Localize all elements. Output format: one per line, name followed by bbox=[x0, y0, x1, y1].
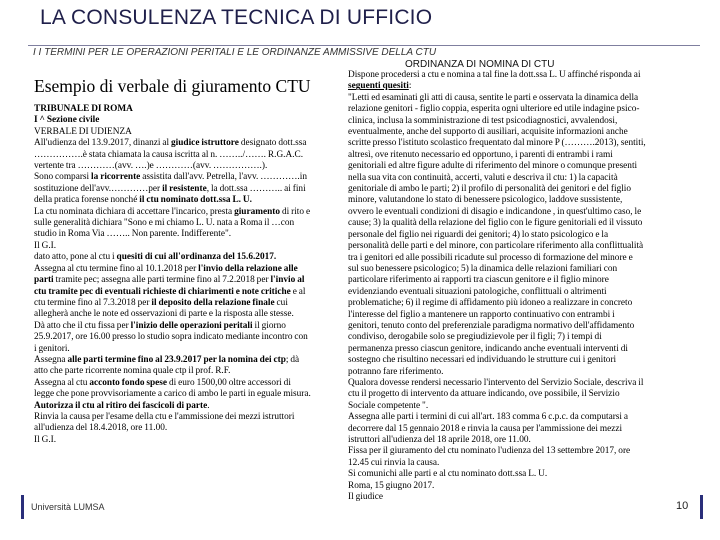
text-line bbox=[34, 435, 336, 446]
text-segment: relazione genitori - figlio coppia, esperita ogni ulteriore ed utile indagine psico- bbox=[348, 104, 640, 115]
text-line bbox=[34, 127, 336, 138]
text-line bbox=[348, 321, 693, 332]
text-segment: cause; 3) la qualità della relazione del figlio con le figure genitoriali ed il vissuto bbox=[348, 218, 643, 229]
text-segment: Assegna al ctu bbox=[34, 377, 90, 388]
text-line bbox=[348, 424, 693, 435]
text-segment: designato dott.ssa bbox=[238, 138, 307, 149]
text-line bbox=[348, 195, 693, 206]
title-divider bbox=[28, 45, 700, 46]
text-segment: studio in Roma Via …….. Non parente. Indifferente". bbox=[34, 229, 232, 240]
left-column-heading: Esempio di verbale di giuramento CTU bbox=[34, 76, 311, 96]
text-segment: tra i genitori ed alle possibili ricadute sul processo di formazione del minore e bbox=[348, 252, 633, 263]
text-line bbox=[34, 275, 336, 286]
text-segment: legge che pone provvisoriamente a carico di ambo le parti in eguale misura. bbox=[34, 389, 311, 400]
text-segment: eventualmente, anche del supporto di ausiliari, acquisite informazioni anche bbox=[348, 127, 628, 138]
text-segment: ctu termine fino al 7.3.2018 per bbox=[34, 297, 152, 308]
text-segment: ctu tramite pec di eventuali richieste di chiarimenti e note critiche bbox=[34, 286, 291, 297]
text-segment: l'invio della relazione alle bbox=[198, 263, 298, 274]
text-line bbox=[348, 104, 693, 115]
text-line bbox=[34, 412, 336, 423]
text-segment: all'udienza del 18.4.2018, ore 11.00. bbox=[34, 423, 168, 434]
text-line bbox=[348, 275, 693, 286]
text-segment: I ^ Sezione civile bbox=[34, 115, 100, 126]
text-segment: , la dott.ssa ……….. ai fini bbox=[206, 183, 306, 194]
text-line bbox=[34, 332, 336, 343]
text-line bbox=[348, 127, 693, 138]
text-line bbox=[34, 172, 336, 183]
text-line bbox=[34, 423, 336, 434]
text-line bbox=[34, 355, 336, 366]
text-segment: particolare riferimento ai rapporti tra ciascun genitore e il figlio minore bbox=[348, 275, 609, 286]
text-segment: : bbox=[408, 81, 412, 92]
text-segment: giudice istruttore bbox=[171, 138, 239, 149]
text-segment: l'invio al bbox=[270, 275, 305, 286]
text-line bbox=[348, 161, 693, 172]
text-segment: scritte presso l'istituto scolastico frequentato dal minore P (……….2013), sentiti, bbox=[348, 138, 646, 149]
text-segment: il deposito della relazione finale bbox=[151, 297, 275, 308]
text-segment: quesiti di cui all'ordinanza del 15.6.2017. bbox=[116, 252, 277, 263]
text-segment: genitori, tenuto conto del preferenziale paradigma normativo dell'affidamento bbox=[348, 320, 635, 331]
text-line bbox=[34, 184, 336, 195]
text-segment: ; dà bbox=[285, 354, 300, 365]
text-segment: Assegna alle parti i termini di cui all'art. 183 comma 6 c.p.c. da computarsi a bbox=[348, 412, 629, 423]
text-segment: alle parti termine fino al 23.9.2017 per la nomina dei ctp bbox=[67, 354, 286, 365]
text-line bbox=[348, 389, 693, 400]
text-line bbox=[34, 344, 336, 355]
text-line bbox=[348, 218, 693, 229]
text-segment: assistita dall'avv. Petrella, l'avv. ………….in bbox=[140, 172, 307, 183]
text-segment: sulle generalità dichiara "Sono e mi chiamo L. U. nata a Roma il …con bbox=[34, 218, 295, 229]
text-segment: sostegno che risultino necessari ed individuando le strutture cui i genitori bbox=[348, 355, 617, 366]
text-line bbox=[34, 195, 336, 206]
text-line bbox=[34, 218, 336, 229]
text-segment: i genitori. bbox=[34, 343, 70, 354]
text-segment: Il G.I. bbox=[34, 434, 57, 445]
text-segment: il giorno bbox=[252, 320, 286, 331]
text-segment: Si comunichi alle parti e al ctu nominato dott.ssa L. U. bbox=[348, 469, 548, 480]
text-line bbox=[34, 264, 336, 275]
text-segment: minore, valutandone lo stato di benessere psicologico, laddove sussistente, bbox=[348, 195, 623, 206]
right-column bbox=[348, 70, 693, 503]
text-line bbox=[348, 355, 693, 366]
text-line bbox=[34, 378, 336, 389]
text-line bbox=[348, 378, 693, 389]
text-line bbox=[348, 332, 693, 343]
text-line bbox=[348, 435, 693, 446]
text-segment: personalità delle parti e del minore, con particolare riferimento alla conflittualità bbox=[348, 241, 644, 252]
text-line bbox=[348, 287, 693, 298]
slide-title: LA CONSULENZA TECNICA DI UFFICIO bbox=[40, 6, 433, 29]
text-segment: seguenti quesiti bbox=[348, 81, 409, 92]
text-segment: All'udienza del 13.9.2017, dinanzi al bbox=[34, 138, 172, 149]
verbale-text bbox=[34, 104, 336, 446]
text-line bbox=[348, 446, 693, 457]
text-segment: e al bbox=[290, 286, 306, 297]
text-segment: allegherà anche le note ed osservazioni di parte e la risposta alle stesse. bbox=[34, 309, 294, 320]
text-line bbox=[348, 173, 693, 184]
text-line bbox=[348, 481, 693, 492]
text-segment: acconto fondo spese bbox=[89, 377, 168, 388]
text-line bbox=[34, 241, 336, 252]
text-segment: …………….è stata chiamata la causa iscritta al n. ……../……. R.G.A.C. bbox=[34, 149, 304, 160]
text-segment: Dà atto che il ctu fissa per bbox=[34, 320, 131, 331]
text-line bbox=[348, 138, 693, 149]
text-segment: Qualora dovesse rendersi necessario l'intervento del Servizio Sociale, descriva il bbox=[348, 377, 644, 388]
text-segment: ovvero le eventuali condizioni di disagio e indicandone , in quest'ultimo caso, le bbox=[348, 206, 642, 217]
text-segment: Assegna bbox=[34, 354, 68, 365]
text-line bbox=[348, 253, 693, 264]
text-line bbox=[34, 161, 336, 172]
text-line bbox=[348, 207, 693, 218]
text-segment: sul suo benessere psicologico; 5) la dinamica delle relazioni familiari con bbox=[348, 263, 618, 274]
text-segment: istruttori all'udienza del 18 aprile 2018, ore 11.00. bbox=[348, 435, 531, 445]
text-line bbox=[34, 287, 336, 298]
text-segment: della pratica forense nonché bbox=[34, 195, 140, 206]
ordinanza-text bbox=[348, 70, 693, 503]
text-segment: l'interesse del figlio a mantenere un rapporto continuativo con entrambi i bbox=[348, 309, 615, 320]
text-line bbox=[348, 230, 693, 241]
text-line bbox=[348, 412, 693, 423]
text-line bbox=[34, 115, 336, 126]
text-segment: altresì, ove ritenuto necessario ed opportuno, i parenti di entrambi i rami bbox=[348, 149, 613, 160]
text-segment: "Letti ed esaminati gli atti di causa, sentite le parti e osservata la dinamica della bbox=[348, 92, 639, 103]
text-segment: Sociale competente ". bbox=[348, 400, 429, 411]
text-segment: sostituzione dell'avv.…………per bbox=[34, 183, 163, 194]
text-segment: condiviso, derogabile solo se pregiudizievole per il figli; 7) i tempi di bbox=[348, 332, 602, 343]
text-line bbox=[348, 81, 693, 92]
text-segment: Il G.I. bbox=[34, 240, 57, 251]
text-segment: di euro 1500,00 oltre accessori di bbox=[167, 377, 291, 388]
text-segment: clinica, inclusa la somministrazione di test psicodiagnostici, avvalendosi, bbox=[348, 115, 618, 126]
text-segment: 12.45 cui rinvia la causa. bbox=[348, 457, 440, 468]
left-column bbox=[34, 76, 336, 446]
text-segment: Assegna al ctu termine fino al 10.1.2018 per bbox=[34, 263, 199, 274]
right-column-heading: ORDINANZA DI NOMINA DI CTU bbox=[405, 59, 555, 70]
text-line bbox=[348, 458, 693, 469]
text-segment: l'inizio delle operazioni peritali bbox=[130, 320, 253, 331]
text-segment: genitoriale di ambo le parti; 2) il profilo di personalità dei genitori e del figlio bbox=[348, 184, 632, 195]
text-segment: Sono comparsi bbox=[34, 172, 92, 183]
text-segment: la ricorrente bbox=[91, 172, 141, 183]
text-segment: di rito e bbox=[280, 206, 311, 217]
text-line bbox=[348, 310, 693, 321]
text-line bbox=[34, 366, 336, 377]
text-segment: genitoriali ed altre figure adulte di riferimento del minore o comunque presenti bbox=[348, 161, 638, 172]
text-line bbox=[34, 298, 336, 309]
text-segment: dato atto, pone al ctu i bbox=[34, 252, 117, 263]
text-segment: Fissa per il giuramento del ctu nominato l'udienza del 13 settembre 2017, ore bbox=[348, 446, 631, 457]
text-line bbox=[348, 401, 693, 412]
text-segment: Dispone procedersi a ctu e nomina a tal fine la dott.ssa L. U affinché risponda ai bbox=[348, 70, 641, 80]
text-segment: permanenza presso ciascun genitore, indicando anche eventuali interventi di bbox=[348, 343, 628, 354]
text-line bbox=[34, 252, 336, 263]
text-segment: Rinvia la causa per l'esame della ctu e l'ammissione dei mezzi istruttori bbox=[34, 411, 295, 422]
text-line bbox=[348, 264, 693, 275]
footer-accent-bar bbox=[21, 495, 24, 519]
text-segment: decorrere dal 15 gennaio 2018 e rinvia la causa per l'ammissione dei mezzi bbox=[348, 423, 623, 434]
text-line bbox=[34, 229, 336, 240]
text-segment: 25.9.2017, ore 16.00 presso lo studio sopra indicato mediante incontro con bbox=[34, 332, 308, 343]
text-line bbox=[34, 138, 336, 149]
text-line bbox=[348, 492, 693, 503]
text-line bbox=[348, 150, 693, 161]
text-segment: tramite pec; assegna alle parti termine fino al 7.2.2018 per bbox=[53, 275, 271, 286]
text-line bbox=[348, 184, 693, 195]
text-line bbox=[348, 344, 693, 355]
text-segment: il resistente bbox=[162, 183, 207, 194]
text-segment: cui bbox=[274, 297, 288, 308]
text-line bbox=[348, 298, 693, 309]
text-line bbox=[34, 207, 336, 218]
text-segment: parti bbox=[34, 275, 54, 286]
text-segment: VERBALE DI UDIENZA bbox=[34, 126, 132, 137]
text-segment: . bbox=[207, 400, 210, 411]
text-line bbox=[34, 150, 336, 161]
text-line bbox=[348, 93, 693, 104]
text-segment: Il giudice bbox=[348, 492, 383, 503]
text-segment: TRIBUNALE DI ROMA bbox=[34, 104, 133, 114]
text-segment: nella sua vita con continuità, accerti, valuti e descriva il ctu: 1) la capacità bbox=[348, 172, 618, 183]
text-segment: atto che parte ricorrente nomina quale ctp il prof. R.F. bbox=[34, 366, 231, 377]
text-segment: il ctu nominato dott.ssa L. U. bbox=[139, 195, 252, 206]
slide-subtitle: I I TERMINI PER LE OPERAZIONI PERITALI E LE ORDINANZE AMMISSIVE DELLA CTU bbox=[33, 47, 437, 58]
text-line bbox=[348, 116, 693, 127]
text-line bbox=[348, 469, 693, 480]
page-number: 10 bbox=[676, 500, 689, 512]
text-segment: La ctu nominata dichiara di accettare l'incarico, presta bbox=[34, 206, 235, 217]
text-segment: Roma, 15 giugno 2017. bbox=[348, 480, 435, 491]
text-segment: personale del figlio nei riguardi dei genitori; 4) lo stato psicologico e la bbox=[348, 229, 609, 240]
text-line bbox=[34, 321, 336, 332]
text-line bbox=[348, 70, 693, 81]
text-segment: Autorizza il ctu al ritiro dei fascicoli di parte bbox=[34, 400, 208, 411]
text-line bbox=[34, 104, 336, 115]
text-segment: ctu il progetto di intervento da attuare indicando, ove possibile, il Servizio bbox=[348, 389, 620, 400]
text-line bbox=[348, 241, 693, 252]
text-segment: problematiche; 6) il regime di affidamento più idoneo a realizzare in concreto bbox=[348, 298, 633, 309]
text-line bbox=[34, 389, 336, 400]
text-segment: giuramento bbox=[234, 206, 281, 217]
text-segment: vertente tra …………(avv. ….)e …………(avv. …………….). bbox=[34, 161, 268, 172]
text-segment: potranno fare riferimento. bbox=[348, 366, 444, 377]
footer-university: Università LUMSA bbox=[31, 502, 105, 512]
text-segment: evidenziando eventuali situazioni patologiche, conflittuali o altrimenti bbox=[348, 286, 607, 297]
page-accent-bar bbox=[700, 495, 703, 519]
text-line bbox=[348, 367, 693, 378]
text-line bbox=[34, 401, 336, 412]
text-line bbox=[34, 309, 336, 320]
